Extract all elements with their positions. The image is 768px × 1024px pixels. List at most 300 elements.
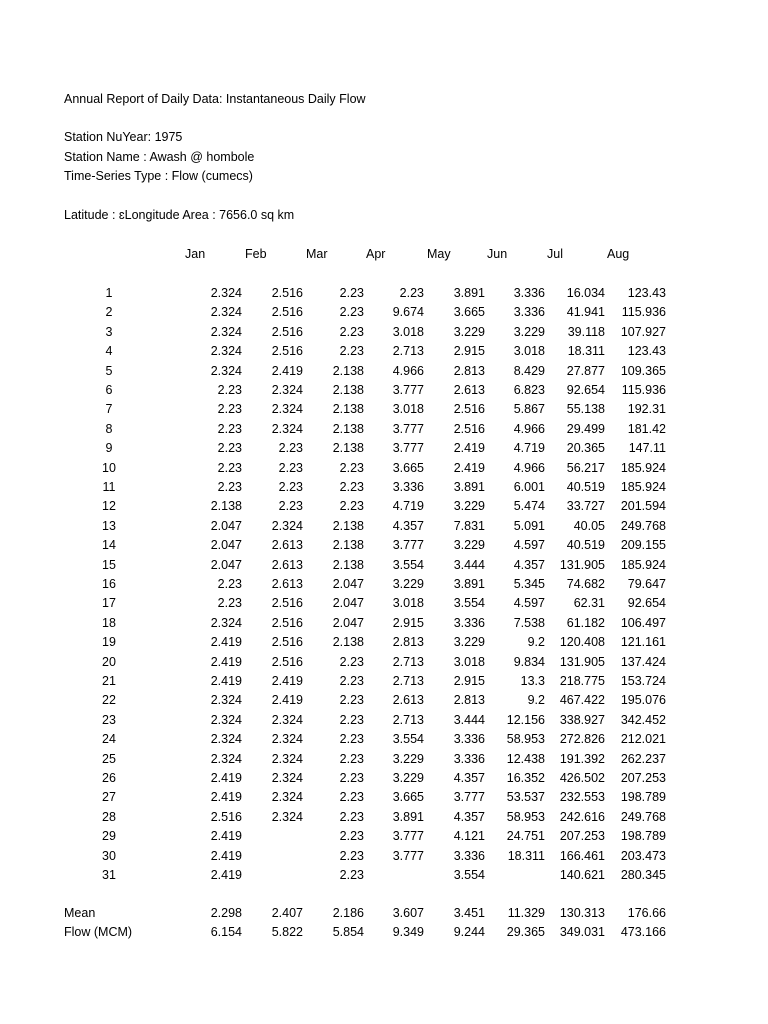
flow-value-may: 4.121 — [453, 829, 485, 844]
flow-value-jun: 3.336 — [513, 286, 545, 300]
flow-value-feb: 2.516 — [271, 305, 303, 320]
flow-value-aug: 79.647 — [627, 577, 666, 591]
flow-value-jun: 3.336 — [513, 305, 545, 320]
flow-value-mar: 2.23 — [339, 324, 364, 339]
flow-value-jan: 2.419 — [210, 771, 242, 785]
flow-value-jan: 2.23 — [217, 441, 242, 456]
flow-value-may: 3.336 — [453, 615, 485, 630]
table-row — [0, 518, 768, 537]
flow-value-mar: 2.23 — [339, 790, 364, 805]
flow-value-apr: 3.777 — [392, 829, 424, 844]
flow-value-may: 3.229 — [453, 538, 485, 553]
table-row — [0, 692, 768, 711]
flow-value-jul: 232.553 — [559, 790, 605, 805]
flow-value-jul: 426.502 — [559, 771, 605, 785]
flow-value-mar: 2.23 — [339, 868, 364, 882]
flow-value-jul: 467.422 — [559, 693, 605, 708]
flow-value-apr: 3.665 — [392, 460, 424, 475]
month-header-apr: Apr — [366, 247, 386, 261]
flow-value-jul: 40.519 — [566, 538, 605, 553]
summary-value-mar: 5.854 — [332, 925, 364, 940]
day-number: 26 — [102, 771, 116, 785]
day-number: 18 — [102, 615, 116, 630]
table-row — [0, 595, 768, 614]
flow-value-apr: 4.357 — [392, 518, 424, 533]
summary-label: Mean — [64, 906, 96, 920]
flow-value-mar: 2.138 — [332, 402, 364, 417]
flow-value-aug: 249.768 — [620, 809, 666, 824]
flow-value-jan: 2.419 — [210, 848, 242, 863]
flow-value-jun: 8.429 — [513, 363, 545, 378]
flow-value-jul: 120.408 — [559, 635, 605, 650]
table-row — [0, 460, 768, 479]
day-number: 5 — [105, 363, 113, 378]
flow-value-jan: 2.419 — [210, 654, 242, 669]
flow-value-jun: 5.345 — [513, 577, 545, 591]
flow-value-aug: 123.43 — [627, 344, 666, 359]
flow-value-may: 2.813 — [453, 693, 485, 708]
flow-value-aug: 198.789 — [620, 829, 666, 844]
flow-value-apr: 2.713 — [392, 344, 424, 359]
flow-value-aug: 185.924 — [620, 557, 666, 572]
flow-value-may: 3.444 — [453, 557, 485, 572]
day-number: 13 — [102, 518, 116, 533]
flow-value-jul: 131.905 — [559, 654, 605, 669]
flow-value-aug: 280.345 — [620, 868, 666, 882]
flow-value-aug: 92.654 — [627, 596, 666, 611]
flow-value-apr: 3.018 — [392, 596, 424, 611]
flow-value-apr: 3.777 — [392, 421, 424, 436]
flow-value-apr: 2.23 — [399, 286, 424, 300]
day-number: 14 — [102, 538, 116, 553]
flow-value-feb: 2.324 — [271, 809, 303, 824]
flow-value-jan: 2.23 — [217, 383, 242, 397]
flow-value-jun: 4.597 — [513, 538, 545, 553]
flow-value-jun: 53.537 — [506, 790, 545, 805]
summary-value-jul: 349.031 — [559, 925, 605, 940]
flow-value-feb: 2.419 — [271, 674, 303, 688]
flow-value-apr: 3.229 — [392, 751, 424, 766]
flow-value-jul: 61.182 — [566, 615, 605, 630]
table-row — [0, 304, 768, 323]
flow-value-feb: 2.516 — [271, 344, 303, 359]
flow-value-feb: 2.23 — [278, 480, 303, 494]
flow-value-aug: 147.11 — [628, 441, 666, 456]
day-number: 1 — [105, 286, 113, 300]
flow-value-apr: 3.554 — [392, 557, 424, 572]
flow-value-may: 3.444 — [453, 712, 485, 727]
table-row — [0, 712, 768, 731]
station-year: Station NuYear: 1975 — [64, 130, 183, 144]
flow-value-aug: 192.31 — [627, 402, 666, 417]
summary-value-apr: 9.349 — [392, 925, 424, 940]
flow-value-jul: 40.05 — [573, 518, 605, 533]
flow-value-may: 3.229 — [453, 324, 485, 339]
table-row — [0, 557, 768, 576]
flow-value-jul: 18.311 — [567, 344, 605, 359]
day-number: 16 — [102, 577, 116, 591]
flow-value-jul: 40.519 — [566, 480, 605, 494]
flow-value-mar: 2.23 — [339, 460, 364, 475]
flow-value-apr: 3.554 — [392, 732, 424, 747]
station-name: Station Name : Awash @ hombole — [64, 150, 255, 164]
table-row — [0, 421, 768, 440]
flow-value-may: 3.665 — [453, 305, 485, 320]
flow-value-jan: 2.324 — [210, 324, 242, 339]
day-number: 31 — [102, 868, 116, 882]
flow-value-jan: 2.324 — [210, 751, 242, 766]
flow-value-aug: 249.768 — [620, 518, 666, 533]
flow-value-jul: 166.461 — [559, 848, 605, 863]
flow-value-aug: 109.365 — [620, 363, 666, 378]
flow-value-jun: 5.867 — [513, 402, 545, 417]
flow-value-jan: 2.047 — [210, 518, 242, 533]
flow-value-may: 2.419 — [453, 441, 485, 456]
flow-value-feb: 2.419 — [271, 693, 303, 708]
flow-value-jun: 6.001 — [513, 480, 545, 494]
flow-value-jun: 9.2 — [527, 635, 545, 650]
flow-value-mar: 2.23 — [339, 751, 364, 766]
flow-value-jul: 272.826 — [559, 732, 605, 747]
flow-value-mar: 2.23 — [339, 674, 364, 688]
flow-value-mar: 2.23 — [339, 771, 364, 785]
table-row — [0, 789, 768, 808]
flow-value-jul: 56.217 — [566, 460, 605, 475]
flow-value-feb: 2.324 — [271, 712, 303, 727]
flow-value-mar: 2.138 — [332, 557, 364, 572]
flow-value-jan: 2.23 — [217, 577, 242, 591]
flow-value-feb: 2.324 — [271, 518, 303, 533]
flow-value-apr: 2.713 — [392, 712, 424, 727]
flow-value-jul: 218.775 — [559, 674, 605, 688]
flow-value-feb: 2.324 — [271, 383, 303, 397]
flow-value-jun: 18.311 — [507, 848, 545, 863]
flow-value-feb: 2.516 — [271, 596, 303, 611]
flow-value-apr: 3.891 — [392, 809, 424, 824]
flow-value-mar: 2.23 — [339, 499, 364, 514]
month-header-jan: Jan — [185, 247, 206, 261]
flow-value-apr: 3.665 — [392, 790, 424, 805]
flow-value-may: 3.336 — [453, 751, 485, 766]
summary-value-jan: 2.298 — [210, 906, 242, 920]
flow-value-apr: 3.018 — [392, 324, 424, 339]
flow-value-jan: 2.047 — [210, 557, 242, 572]
flow-value-jul: 55.138 — [566, 402, 605, 417]
flow-value-jan: 2.324 — [210, 363, 242, 378]
summary-value-may: 9.244 — [453, 925, 485, 940]
day-number: 29 — [102, 829, 116, 844]
table-row — [0, 401, 768, 420]
flow-value-apr: 2.813 — [392, 635, 424, 650]
series-type: Time-Series Type : Flow (cumecs) — [64, 169, 253, 183]
flow-value-may: 2.516 — [453, 421, 485, 436]
flow-value-jan: 2.047 — [210, 538, 242, 553]
summary-row — [0, 905, 768, 924]
flow-value-feb: 2.516 — [271, 615, 303, 630]
flow-value-jun: 12.438 — [506, 751, 545, 766]
flow-value-apr: 2.713 — [392, 674, 424, 688]
summary-value-jun: 29.365 — [506, 925, 545, 940]
flow-value-may: 2.915 — [453, 674, 485, 688]
flow-value-apr: 3.336 — [392, 480, 424, 494]
day-number: 10 — [102, 460, 116, 475]
flow-value-aug: 107.927 — [620, 324, 666, 339]
day-number: 22 — [102, 693, 116, 708]
flow-value-mar: 2.138 — [332, 635, 364, 650]
flow-value-mar: 2.047 — [332, 577, 364, 591]
flow-value-jun: 4.597 — [513, 596, 545, 611]
month-header-feb: Feb — [245, 247, 267, 261]
month-header-jul: Jul — [547, 247, 563, 261]
flow-value-jan: 2.324 — [210, 615, 242, 630]
day-number: 7 — [105, 402, 113, 417]
flow-value-may: 4.357 — [453, 809, 485, 824]
flow-value-feb: 2.516 — [271, 324, 303, 339]
flow-value-mar: 2.23 — [339, 654, 364, 669]
flow-value-may: 2.613 — [453, 383, 485, 397]
table-row — [0, 440, 768, 459]
flow-value-feb: 2.324 — [271, 421, 303, 436]
flow-value-jul: 29.499 — [566, 421, 605, 436]
flow-value-jun: 7.538 — [513, 615, 545, 630]
table-row — [0, 770, 768, 789]
flow-value-feb: 2.324 — [271, 402, 303, 417]
day-number: 25 — [102, 751, 116, 766]
flow-value-may: 3.891 — [453, 577, 485, 591]
table-row — [0, 576, 768, 595]
flow-value-jan: 2.419 — [210, 674, 242, 688]
flow-value-jan: 2.23 — [217, 402, 242, 417]
table-row — [0, 848, 768, 867]
flow-value-apr: 3.777 — [392, 383, 424, 397]
flow-value-aug: 203.473 — [620, 848, 666, 863]
flow-value-jul: 242.616 — [559, 809, 605, 824]
flow-value-jan: 2.138 — [210, 499, 242, 514]
flow-value-mar: 2.23 — [339, 732, 364, 747]
table-row — [0, 731, 768, 750]
flow-value-aug: 209.155 — [620, 538, 666, 553]
table-row — [0, 867, 768, 886]
flow-value-feb: 2.613 — [271, 557, 303, 572]
flow-value-aug: 212.021 — [620, 732, 666, 747]
flow-value-jan: 2.324 — [210, 344, 242, 359]
flow-value-jun: 6.823 — [513, 383, 545, 397]
flow-value-jan: 2.324 — [210, 712, 242, 727]
flow-value-jun: 3.229 — [513, 324, 545, 339]
flow-value-jun: 24.751 — [506, 829, 545, 844]
flow-value-jul: 62.31 — [573, 596, 605, 611]
flow-value-mar: 2.23 — [339, 693, 364, 708]
table-row — [0, 673, 768, 692]
flow-value-jan: 2.23 — [217, 460, 242, 475]
flow-value-jun: 5.474 — [513, 499, 545, 514]
flow-value-apr: 3.229 — [392, 771, 424, 785]
table-row — [0, 343, 768, 362]
flow-value-may: 3.018 — [453, 654, 485, 669]
summary-value-feb: 2.407 — [271, 906, 303, 920]
flow-value-feb: 2.324 — [271, 771, 303, 785]
flow-value-apr: 3.018 — [392, 402, 424, 417]
flow-value-jul: 41.941 — [566, 305, 605, 320]
flow-value-mar: 2.047 — [332, 596, 364, 611]
flow-value-aug: 121.161 — [620, 635, 666, 650]
flow-value-feb: 2.613 — [271, 577, 303, 591]
flow-value-jun: 16.352 — [506, 771, 545, 785]
flow-value-may: 2.419 — [453, 460, 485, 475]
flow-value-may: 2.516 — [453, 402, 485, 417]
table-row — [0, 324, 768, 343]
table-row — [0, 828, 768, 847]
day-number: 19 — [102, 635, 116, 650]
day-number: 11 — [102, 480, 116, 494]
flow-value-mar: 2.23 — [339, 712, 364, 727]
flow-value-apr: 3.777 — [392, 538, 424, 553]
flow-value-may: 3.229 — [453, 635, 485, 650]
summary-value-mar: 2.186 — [332, 906, 364, 920]
day-number: 23 — [102, 712, 116, 727]
flow-value-jan: 2.23 — [217, 421, 242, 436]
flow-value-feb: 2.23 — [278, 499, 303, 514]
flow-value-feb: 2.324 — [271, 732, 303, 747]
flow-value-jun: 58.953 — [506, 809, 545, 824]
flow-value-jan: 2.324 — [210, 732, 242, 747]
flow-value-mar: 2.138 — [332, 421, 364, 436]
flow-value-may: 3.554 — [453, 868, 485, 882]
table-row — [0, 498, 768, 517]
flow-value-mar: 2.047 — [332, 615, 364, 630]
flow-value-aug: 198.789 — [620, 790, 666, 805]
flow-value-mar: 2.23 — [339, 305, 364, 320]
flow-value-jun: 58.953 — [506, 732, 545, 747]
flow-value-jun: 5.091 — [513, 518, 545, 533]
flow-value-jul: 140.621 — [559, 868, 605, 882]
flow-value-aug: 195.076 — [620, 693, 666, 708]
flow-value-jul: 16.034 — [566, 286, 605, 300]
flow-value-jan: 2.419 — [210, 635, 242, 650]
flow-value-jan: 2.419 — [210, 868, 242, 882]
day-number: 6 — [105, 383, 113, 397]
flow-value-may: 3.229 — [453, 499, 485, 514]
summary-value-jul: 130.313 — [559, 906, 605, 920]
flow-value-may: 3.891 — [453, 286, 485, 300]
day-number: 3 — [105, 324, 113, 339]
flow-value-aug: 185.924 — [620, 460, 666, 475]
flow-value-apr: 3.229 — [392, 577, 424, 591]
flow-value-aug: 115.936 — [621, 305, 666, 320]
day-number: 15 — [102, 557, 116, 572]
day-number: 27 — [102, 790, 116, 805]
table-row — [0, 382, 768, 401]
flow-value-mar: 2.23 — [339, 286, 364, 300]
day-number: 21 — [102, 674, 116, 688]
table-row — [0, 809, 768, 828]
month-header-may: May — [427, 247, 451, 261]
flow-value-aug: 262.237 — [620, 751, 666, 766]
flow-value-feb: 2.23 — [278, 441, 303, 456]
flow-value-mar: 2.23 — [339, 480, 364, 494]
day-number: 17 — [102, 596, 116, 611]
flow-value-jan: 2.23 — [217, 596, 242, 611]
flow-value-jun: 3.018 — [513, 344, 545, 359]
flow-value-jun: 4.719 — [513, 441, 545, 456]
flow-value-jul: 39.118 — [567, 324, 605, 339]
month-header-aug: Aug — [607, 247, 630, 261]
flow-value-jul: 74.682 — [566, 577, 605, 591]
flow-value-jun: 13.3 — [520, 674, 545, 688]
flow-value-mar: 2.138 — [332, 363, 364, 378]
flow-value-aug: 207.253 — [620, 771, 666, 785]
flow-value-jun: 4.357 — [513, 557, 545, 572]
summary-value-apr: 3.607 — [392, 906, 424, 920]
flow-value-aug: 201.594 — [620, 499, 666, 514]
summary-value-may: 3.451 — [453, 906, 485, 920]
flow-value-jun: 12.156 — [506, 712, 545, 727]
flow-value-jul: 338.927 — [559, 712, 605, 727]
flow-value-aug: 153.724 — [620, 674, 666, 688]
flow-value-mar: 2.23 — [339, 848, 364, 863]
day-number: 4 — [105, 344, 113, 359]
location-info: Latitude : ɛLongitude Area : 7656.0 sq km — [64, 208, 295, 222]
flow-value-feb: 2.516 — [271, 286, 303, 300]
flow-value-apr: 2.613 — [392, 693, 424, 708]
table-row — [0, 285, 768, 304]
flow-value-jan: 2.324 — [210, 286, 242, 300]
table-row — [0, 654, 768, 673]
day-number: 12 — [102, 499, 116, 514]
flow-value-jun: 4.966 — [513, 460, 545, 475]
day-number: 9 — [105, 441, 113, 456]
flow-value-may: 4.357 — [453, 771, 485, 785]
flow-value-jul: 191.392 — [559, 751, 605, 766]
flow-value-jul: 131.905 — [559, 557, 605, 572]
flow-value-mar: 2.138 — [332, 518, 364, 533]
flow-value-mar: 2.23 — [339, 829, 364, 844]
flow-value-jan: 2.324 — [210, 693, 242, 708]
day-number: 8 — [105, 421, 113, 436]
flow-value-may: 3.336 — [453, 848, 485, 863]
flow-value-jan: 2.419 — [210, 790, 242, 805]
day-number: 24 — [102, 732, 116, 747]
table-row — [0, 751, 768, 770]
month-header-mar: Mar — [306, 247, 328, 261]
flow-value-aug: 106.497 — [620, 615, 666, 630]
flow-value-may: 3.336 — [453, 732, 485, 747]
flow-value-mar: 2.138 — [332, 383, 364, 397]
flow-value-jul: 33.727 — [566, 499, 605, 514]
flow-value-mar: 2.23 — [339, 809, 364, 824]
flow-value-aug: 181.42 — [627, 421, 666, 436]
flow-value-may: 2.915 — [453, 344, 485, 359]
flow-value-feb: 2.324 — [271, 790, 303, 805]
flow-value-aug: 137.424 — [620, 654, 666, 669]
summary-value-aug: 176.66 — [627, 906, 666, 920]
flow-value-jul: 207.253 — [559, 829, 605, 844]
flow-value-jan: 2.324 — [210, 305, 242, 320]
flow-value-apr: 3.777 — [392, 441, 424, 456]
day-number: 2 — [105, 305, 113, 320]
flow-value-may: 7.831 — [453, 518, 485, 533]
flow-value-jan: 2.516 — [210, 809, 242, 824]
month-header-jun: Jun — [487, 247, 508, 261]
summary-value-jan: 6.154 — [210, 925, 242, 940]
summary-label: Flow (MCM) — [64, 925, 133, 940]
flow-value-aug: 115.936 — [621, 383, 666, 397]
flow-value-apr: 2.713 — [392, 654, 424, 669]
flow-value-feb: 2.516 — [271, 654, 303, 669]
day-number: 28 — [102, 809, 116, 824]
flow-value-jun: 9.834 — [513, 654, 545, 669]
flow-value-feb: 2.516 — [271, 635, 303, 650]
